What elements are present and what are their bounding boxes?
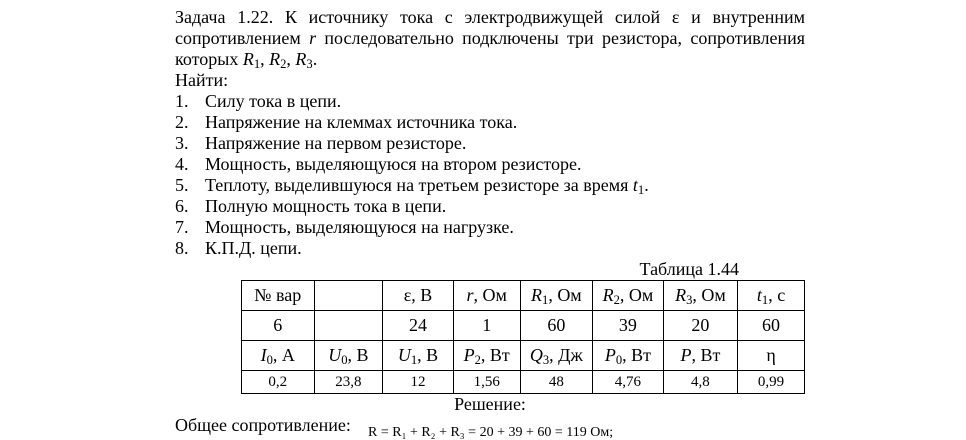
document	[175, 7, 805, 436]
table-cell: r, Ом	[453, 281, 520, 311]
table-cell: $t_1$, с	[738, 281, 805, 311]
table-cell: 0,99	[738, 371, 805, 394]
solution-heading: Решение:	[454, 394, 526, 414]
table-cell	[314, 281, 383, 311]
task-list	[175, 91, 805, 259]
table-cell: 4,76	[593, 371, 664, 394]
table-cell: $U_1$, В	[383, 341, 454, 371]
table-cell: $R_1$, Ом	[520, 281, 592, 311]
list-item: 2. Напряжение на клеммах источника тока.	[175, 112, 518, 132]
table-cell: № вар	[242, 281, 315, 311]
table-cell: 12	[383, 371, 454, 394]
problem-statement: Задача 1.22. К источнику тока с электродвижущей силой ε и внутренним сопротивлением r последовательно подключены три резистора, сопротивления которых $R_1$, $R_2$, $R_3$.	[175, 7, 806, 71]
table-cell: 48	[520, 371, 592, 394]
table-cell: $R_2$, Ом	[593, 281, 664, 311]
table-cell: $U_0$, В	[314, 341, 383, 371]
table-cell: 1,56	[453, 371, 520, 394]
overall-resistance-label: Общее сопротивление:	[175, 415, 351, 435]
table-cell: ε, В	[383, 281, 454, 311]
table-cell: 20	[663, 311, 737, 341]
table-cell: $I_0$, А	[242, 341, 315, 371]
table-cell: 1	[453, 311, 520, 341]
formula-partial: R = R₁ + R₂ + R₃ = 20 + 39 + 60 = 119 Ом;	[368, 425, 614, 440]
table-cell: $R_3$, Ом	[663, 281, 737, 311]
problem-label: Задача 1.22.	[175, 7, 274, 27]
table-cell: 6	[242, 311, 315, 341]
table-cell: $Q_3$, Дж	[520, 341, 592, 371]
table-cell: $P_0$, Вт	[593, 341, 664, 371]
table-cell: P, Вт	[663, 341, 737, 371]
list-item: 8. К.П.Д. цепи.	[175, 238, 302, 258]
table-cell: 39	[593, 311, 664, 341]
table-cell: 60	[520, 311, 592, 341]
table-row	[242, 341, 805, 371]
list-item: 4. Мощность, выделяющуюся на втором резисторе.	[175, 154, 582, 174]
table-cell: 0,2	[242, 371, 315, 394]
table-cell: $P_2$, Вт	[453, 341, 520, 371]
table-cell: 4,8	[663, 371, 737, 394]
table-cell: 23,8	[314, 371, 383, 394]
list-item: 5. Теплоту, выделившуюся на третьем резисторе за время $t_1$.	[175, 175, 649, 197]
list-item: 1. Силу тока в цепи.	[175, 91, 342, 111]
table-cell	[314, 311, 383, 341]
table-cell: 60	[738, 311, 805, 341]
data-table	[241, 280, 805, 394]
find-heading: Найти:	[175, 70, 229, 90]
table-cell: η	[738, 341, 805, 371]
list-item: 3. Напряжение на первом резисторе.	[175, 133, 467, 153]
list-item: 6. Полную мощность тока в цепи.	[175, 196, 447, 216]
table-cell: 24	[383, 311, 454, 341]
table-row	[242, 311, 805, 341]
table-row	[242, 371, 805, 394]
table-caption: Таблица 1.44	[639, 259, 739, 279]
table-row	[242, 281, 805, 311]
list-item: 7. Мощность, выделяющуюся на нагрузке.	[175, 217, 514, 237]
